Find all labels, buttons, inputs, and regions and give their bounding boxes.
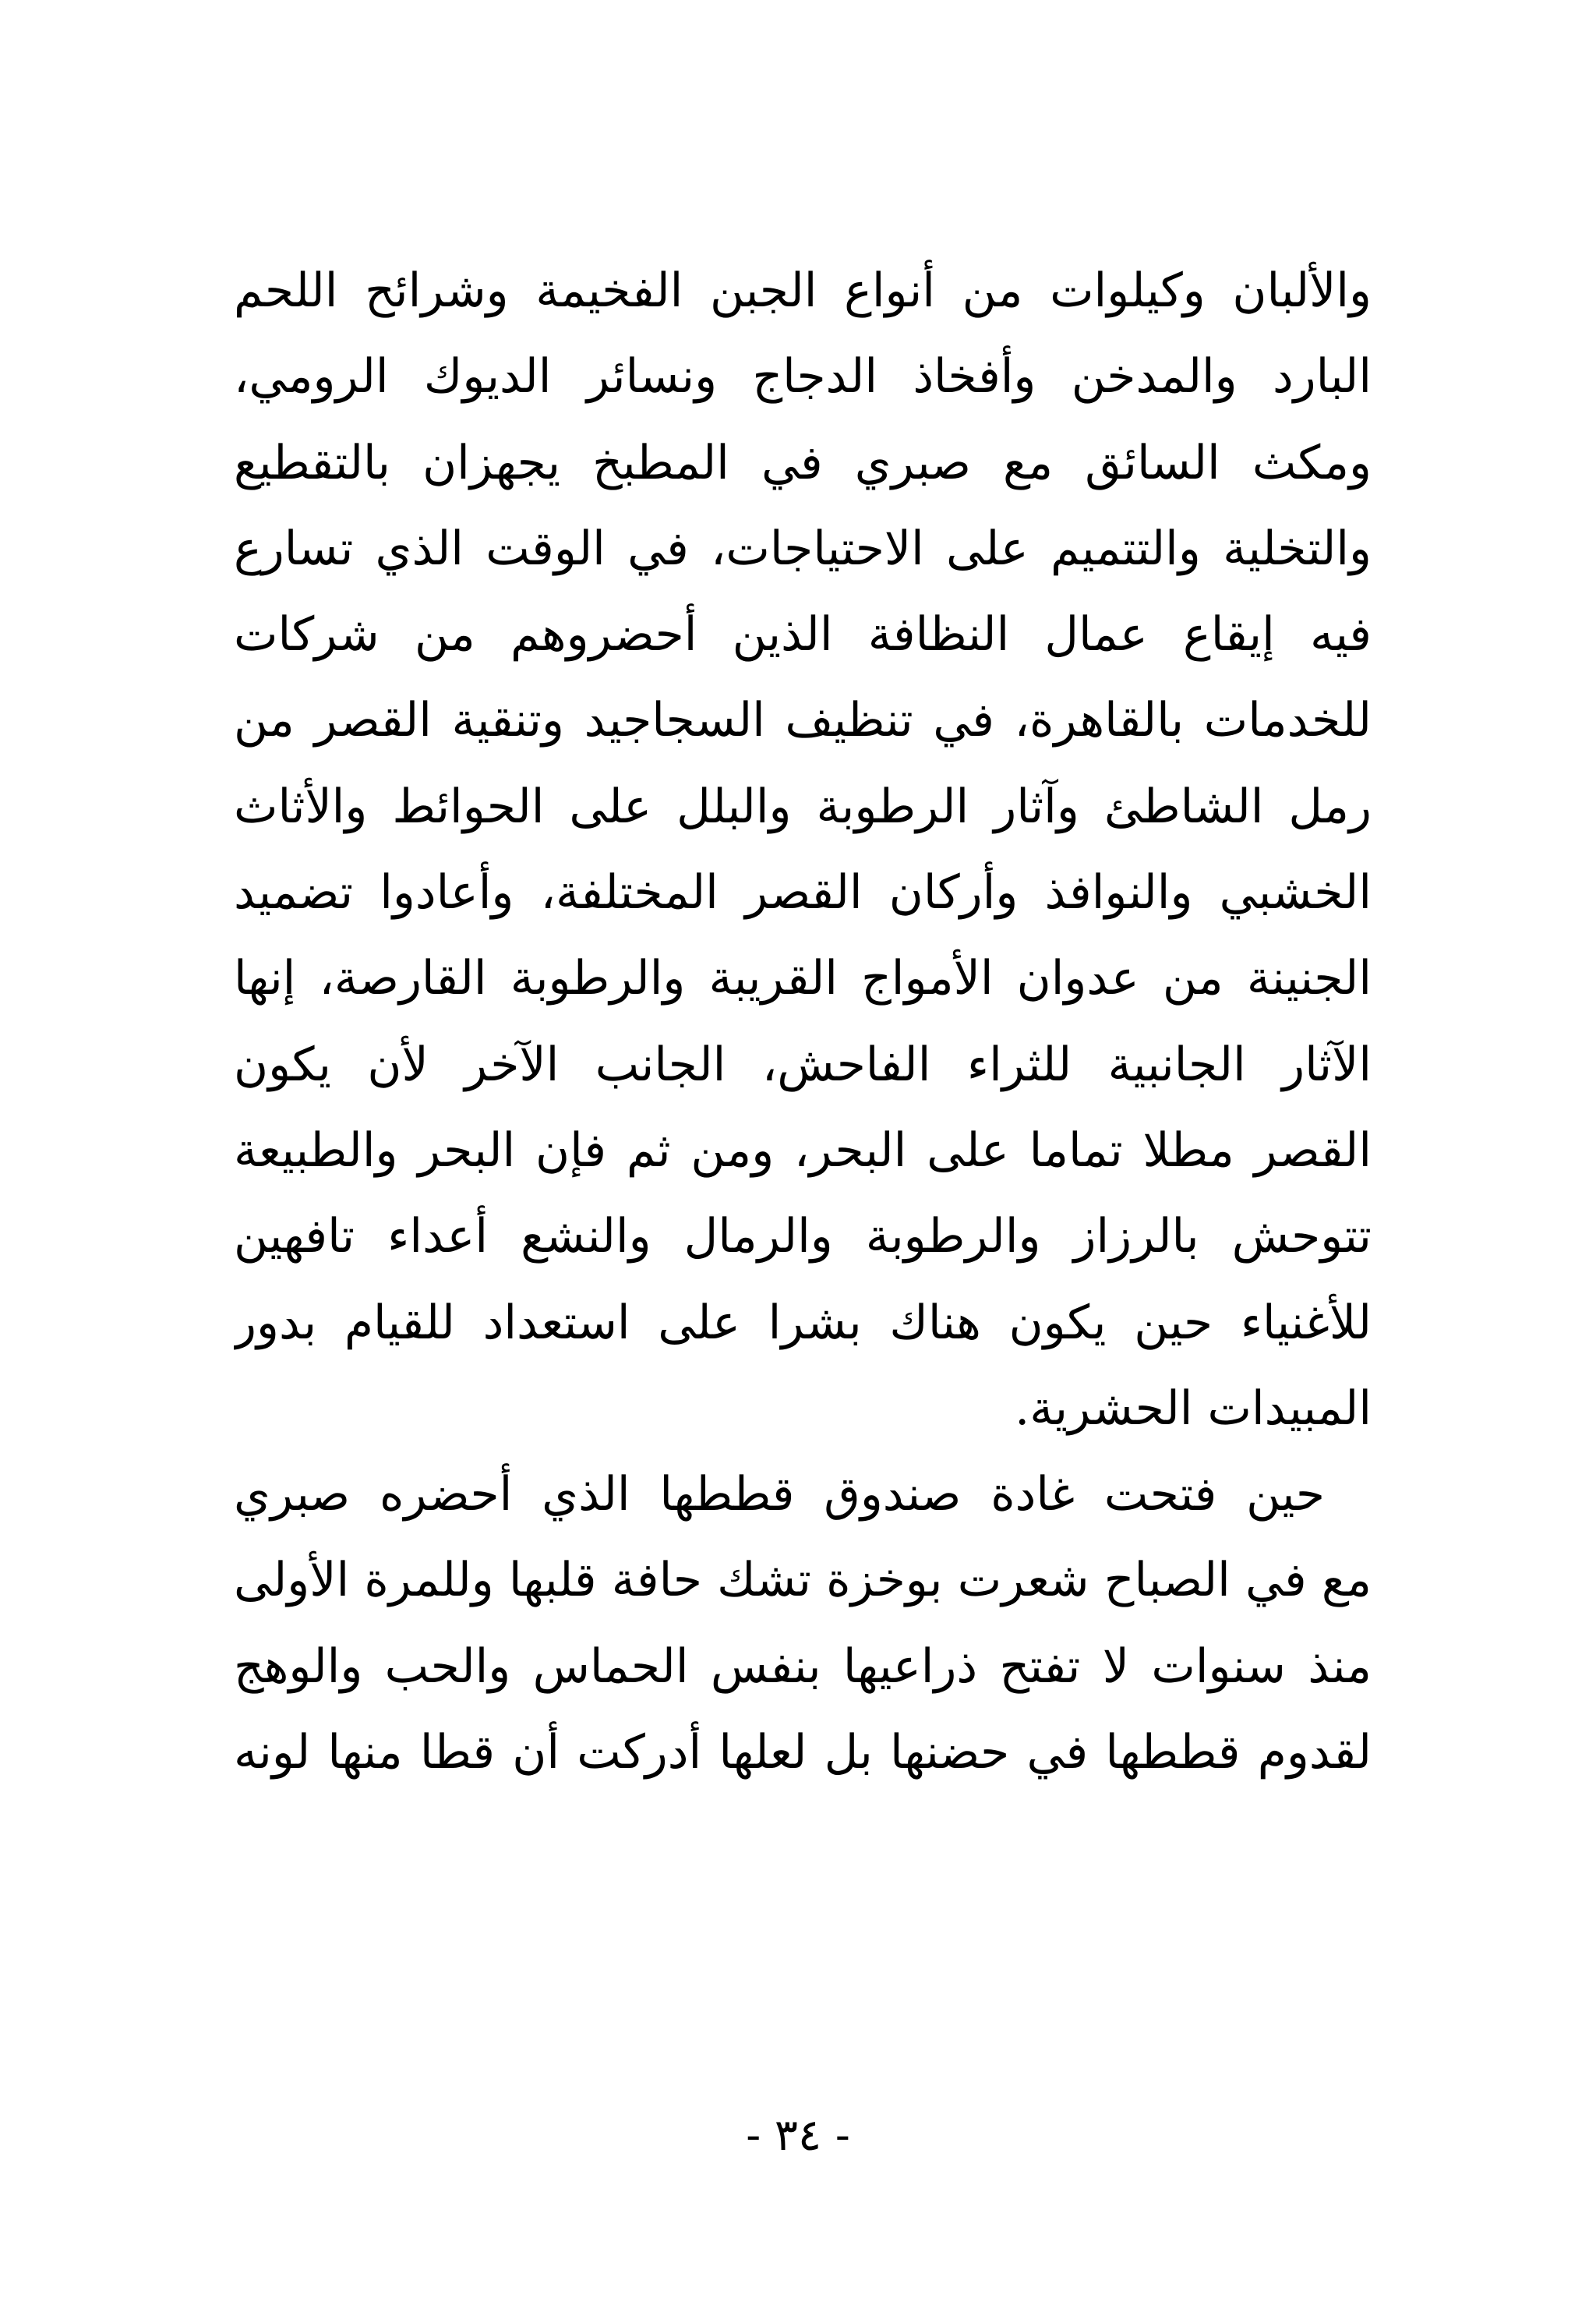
paragraph-1 — [234, 248, 1372, 1451]
text-line: للأغنياء حين يكون هناك بشرا على استعداد للقيام بدور — [234, 1295, 1372, 1350]
text-line: للخدمات بالقاهرة، في تنظيف السجاجيد وتنقية القصر من — [234, 693, 1372, 748]
text-line: المبيدات الحشرية. — [1015, 1381, 1372, 1436]
body-text — [234, 248, 1372, 1795]
page-number: - ٣٤ - — [746, 2110, 850, 2161]
text-line: مع في الصباح شعرت بوخزة تشك حافة قلبها وللمرة الأولى — [234, 1553, 1372, 1608]
text-line: القصر مطلا تماما على البحر، ومن ثم فإن البحر والطبيعة — [234, 1122, 1372, 1178]
text-line: والألبان وكيلوات من أنواع الجبن الفخيمة وشرائح اللحم — [234, 263, 1372, 318]
text-line: منذ سنوات لا تفتح ذراعيها بنفس الحماس والحب والوهج — [234, 1639, 1372, 1694]
text-line: الآثار الجانبية للثراء الفاحش، الجانب الآخر لأن يكون — [234, 1037, 1372, 1092]
text-line: لقدوم قططها في حضنها بل لعلها أدركت أن قطا منها لونه — [234, 1725, 1372, 1780]
text-line: تتوحش بالرزاز والرطوبة والرمال والنشع أعداء تافهين — [234, 1209, 1372, 1264]
text-line: والتخلية والتتميم على الاحتياجات، في الوقت الذي تسارع — [234, 521, 1372, 576]
text-line: رمل الشاطئ وآثار الرطوبة والبلل على الحوائط والأثاث — [234, 779, 1372, 834]
text-line: الخشبي والنوافذ وأركان القصر المختلفة، وأعادوا تضميد — [234, 865, 1372, 921]
text-line: البارد والمدخن وأفخاذ الدجاج ونسائر الديوك الرومي، — [234, 349, 1372, 405]
paragraph-2 — [234, 1451, 1372, 1795]
text-line: ومكث السائق مع صبري في المطبخ يجهزان بالتقطيع — [234, 435, 1372, 490]
text-line: الجنينة من عدوان الأمواج القريبة والرطوبة القارصة، إنها — [234, 951, 1372, 1006]
text-line: فيه إيقاع عمال النظافة الذين أحضروهم من شركات — [234, 607, 1372, 663]
text-line: حين فتحت غادة صندوق قططها الذي أحضره صبري — [234, 1467, 1325, 1522]
